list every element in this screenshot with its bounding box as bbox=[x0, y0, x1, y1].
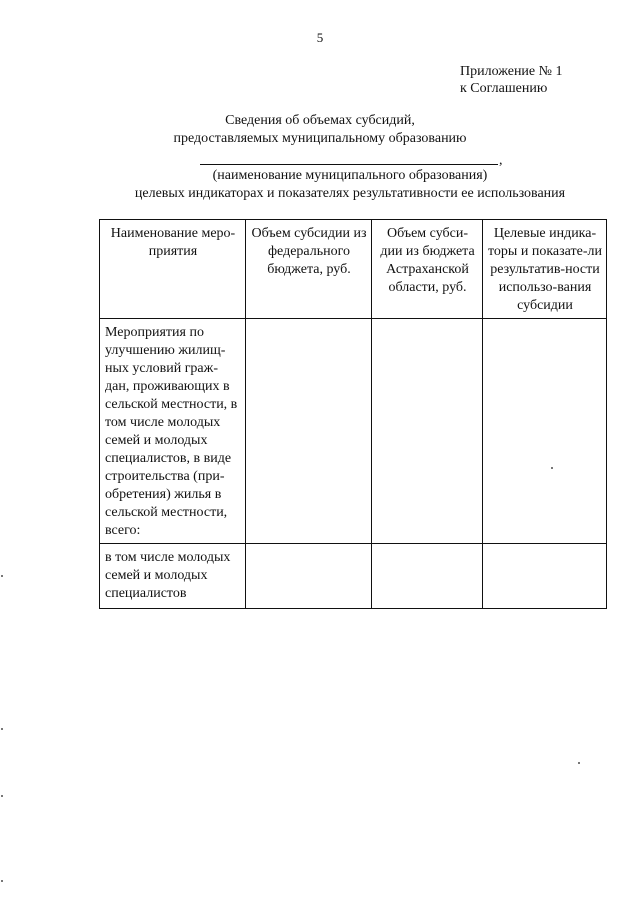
column-header-federal-budget: Объем субсидии из федерального бюджета, руб. bbox=[246, 220, 372, 319]
scan-speck bbox=[1, 728, 3, 730]
table-row bbox=[100, 319, 607, 544]
column-header-target-indicators: Целевые индика-торы и показате-ли результатив-ности использо-вания субсидии bbox=[483, 220, 607, 319]
table-cell-event-name: в том числе молодых семей и молодых специалистов bbox=[100, 544, 246, 609]
appendix-reference bbox=[460, 63, 563, 97]
fill-line-comma: , bbox=[499, 153, 503, 168]
table-cell-target-indicators bbox=[483, 544, 607, 609]
table-cell-target-indicators bbox=[483, 319, 607, 544]
table-cell-regional-budget bbox=[372, 319, 483, 544]
table-cell-regional-budget bbox=[372, 544, 483, 609]
table-cell-federal-budget bbox=[246, 544, 372, 609]
heading-line-4: целевых индикаторах и показателях результативности ее использования bbox=[134, 186, 566, 201]
table-cell-event-name: Мероприятия по улучшению жилищ-ных условий граж-дан, проживающих в сельской местности, в том числе молодых семей и молодых специалистов, в виде строительства (при-обретения) жилья в сельской местности, всего: bbox=[100, 319, 246, 544]
scan-speck bbox=[578, 762, 580, 764]
page-number: 5 bbox=[316, 30, 324, 45]
scan-speck bbox=[1, 880, 3, 882]
municipality-fill-line bbox=[200, 164, 498, 165]
appendix-title: Приложение № 1 bbox=[460, 64, 563, 79]
municipality-caption: (наименование муниципального образования) bbox=[212, 168, 488, 183]
table-cell-federal-budget bbox=[246, 319, 372, 544]
scan-speck bbox=[551, 467, 553, 469]
scan-speck bbox=[1, 575, 3, 577]
heading-line-2: предоставляемых муниципальному образованию bbox=[173, 131, 467, 146]
subsidy-table bbox=[99, 219, 607, 609]
scan-speck bbox=[1, 795, 3, 797]
table-row bbox=[100, 544, 607, 609]
column-header-event-name: Наименование меро-приятия bbox=[100, 220, 246, 319]
document-heading bbox=[0, 112, 640, 148]
heading-line-1: Сведения об объемах субсидий, bbox=[225, 113, 415, 128]
table-header-row bbox=[100, 220, 607, 319]
column-header-regional-budget: Объем субси-дии из бюджета Астраханской области, руб. bbox=[372, 220, 483, 319]
appendix-agreement: к Соглашению bbox=[460, 81, 548, 96]
